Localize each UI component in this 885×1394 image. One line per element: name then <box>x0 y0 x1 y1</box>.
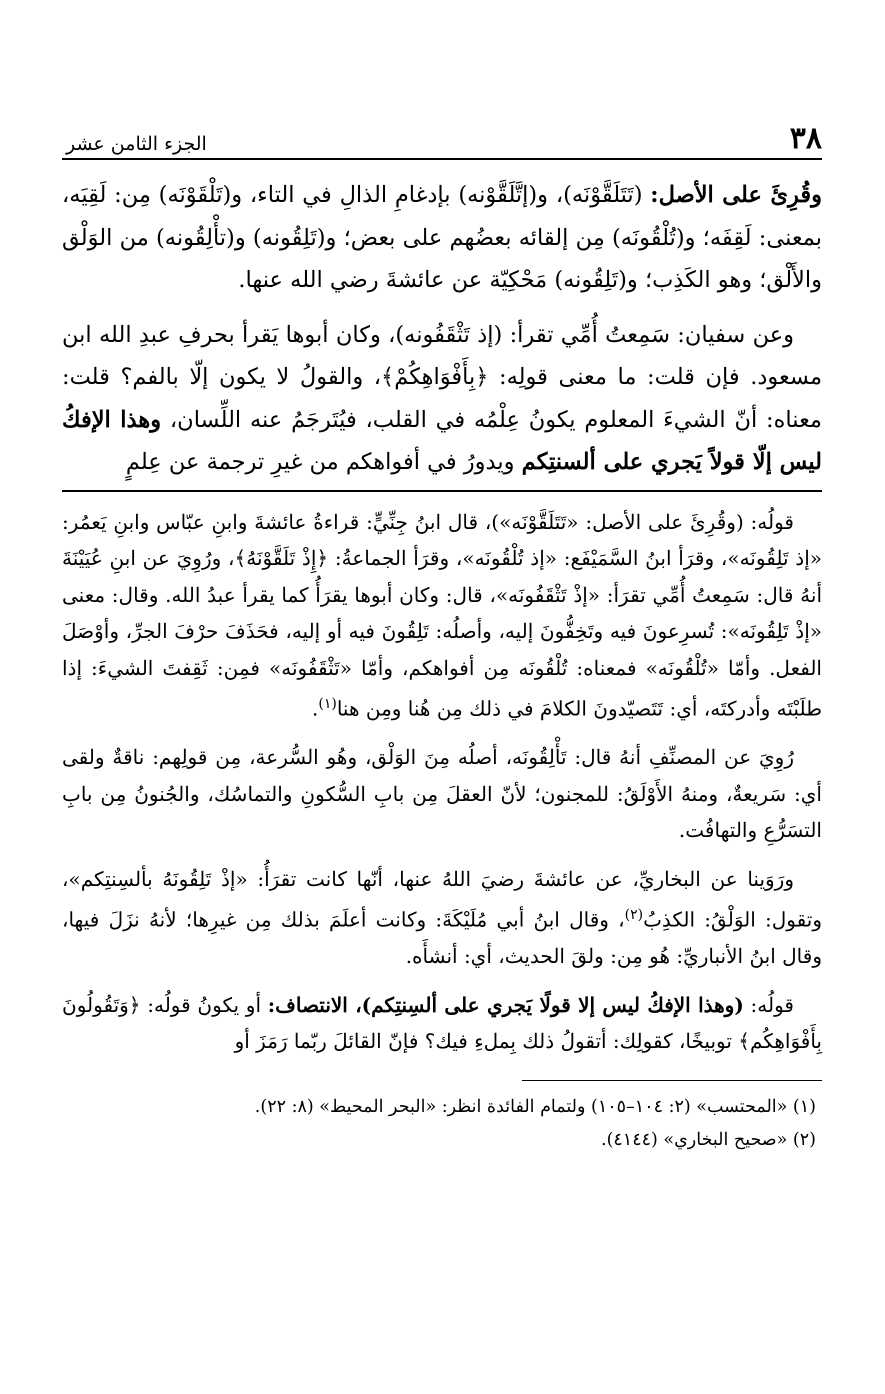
footnotes <box>62 1091 822 1157</box>
page-header <box>62 110 822 160</box>
page-number: ٣٨ <box>789 121 822 156</box>
commentary-divider <box>62 490 822 492</box>
paragraph-text: قولُه: (وقُرِئَ على الأصل: «تَتَلَقَّوْنَه»)، قال ابنُ جِنِّيٍّ: قراءةُ عائشةَ وابنِ عبّاس وابنِ يَعمُر: «إذ تَلِقُونَه»، وقرَأ ابنُ السَّمَيْفَع: «إذ تُلْقُونَه»، وقرَأ الجماعةُ: ﴿إِذْ تَلَقَّوْنَهُ﴾، ورُوِيَ عن ابنِ عُيَيْنَةَ أنهُ قال: سَمِعتُ أُمِّي تقرَأ: «إذْ تَثْقَفُونَه»، قال: وكان أبوها يقرَأُ كما يقرأ عبدُ الله. وقال: معنى «إذْ تَلِقُونَه»: تُسرِعونَ فيه وتَخِفُّونَ إليه، وأصلُه: تَلِقُونَ فيه أو إليه، فحَذَفَ حرْفَ الجرِّ، وأوْصَلَ الفعل. وأمّا «تُلْقُونَه» فمعناه: تُلْقُونَه مِن أفواهكم، وأمّا «تَثْقَفُونَه» فمِن: ثَقِفتَ الشيءَ: إذا طلَبْتَه وأدركتَه، أي: تَتَصيّدونَ الكلامَ في ذلك مِن هُنا ومِن هنا <box>62 509 822 721</box>
footnote-ref[interactable]: (٢) <box>624 907 644 924</box>
bold-phrase: (وهذا الإفكُ ليس إلا قولًا يَجري على ألسِنتِكم)، الانتصاف: <box>267 992 744 1017</box>
punctuation: . <box>311 696 319 721</box>
commentary-paragraph <box>62 739 822 849</box>
commentary-paragraph <box>62 987 822 1060</box>
running-title: الجزء الثامن عشر <box>66 133 207 155</box>
main-paragraph <box>62 174 822 302</box>
footnote: (١) «المحتسب» (٢: ١٠٤–١٠٥) ولتمام الفائدة انظر: «البحر المحيط» (٨: ٢٢). <box>254 1096 816 1117</box>
commentary-paragraph <box>62 861 822 975</box>
main-text <box>62 174 822 484</box>
paragraph-text: ورَوَينا عن البخاريِّ، عن عائشةَ رضيَ اللهُ عنها، أنّها كانت تقرَأُ: «إذْ تَلِقُونَهُ بألسِنتِكم»، وتقول: الوَلْقُ: الكذِبُ <box>62 866 822 932</box>
paragraph-text: ويدورُ في أفواهكم من غيرِ ترجمة عن عِلمٍ <box>125 449 522 475</box>
commentary-section <box>62 504 822 1060</box>
paragraph-text: قولُه: <box>743 992 794 1017</box>
paragraph-text: وعن سفيان: سَمِعتُ أُمِّي تقرأ: (إذ تَثْقَفُونه)، وكان أبوها يَقرأ بحرفِ عبدِ الله ابن مسعود. فإن قلت: ما معنى قولِه: ﴿بِأَفْوَاهِكُمْ﴾، والقولُ لا يكون إلّا بالفم؟ قلت: معناه: أنّ الشيءَ المعلوم يكونُ عِلْمُه في القلب، فيُتَرجَمُ عنه اللِّسان، <box>62 321 822 433</box>
book-page <box>62 110 822 1157</box>
commentary-paragraph <box>62 504 822 728</box>
paragraph-text: ، وقال ابنُ أبي مُلَيْكَةَ: وكانت أعلَمَ بذلك مِن غيرِها؛ لأنهُ نزَلَ فيها، وقال ابنُ الأنباريِّ: هُو مِن: ولقَ الحديث، أي: أنشأَه. <box>62 907 822 969</box>
paragraph-text: أو يكونُ قولُه: ﴿وَتَقُولُونَ بِأَفْوَاهِكُم﴾ توبيخًا، كقولِك: أتقولُ ذلك بِملءِ فيك؟ فإنّ القائلَ ربّما رَمَزَ أو <box>62 992 822 1054</box>
paragraph-text: رُوِيَ عن المصنِّفِ أنهُ قال: تَأْلِقُونَه، أصلُه مِنَ الوَلْق، وهُو السُّرعة، مِن قولِهم: ناقةٌ ولقى أي: سَريعةٌ، ومنهُ الأَوْلَقُ: للمجنون؛ لأنّ العقلَ مِن بابِ السُّكونِ والتماسُك، والجُنونُ مِن بابِ التسَرُّعِ والتهافُت. <box>62 745 822 843</box>
footnote-ref[interactable]: (١) <box>318 696 337 712</box>
main-paragraph <box>62 314 822 484</box>
bold-lead: وقُرِئَ على الأصل: <box>650 182 822 208</box>
footnote-rule <box>522 1080 822 1081</box>
bold-phrase: وهذا الإفكُ ليس إلّا قولاً يَجري على ألسنتِكم <box>62 406 822 475</box>
paragraph-text: (تَتَلَقَّوْنَه)، و(إتَّلَقَّوْنه) بإدغامِ الذالِ في التاء، و(تَلْقَوْنَه) مِن: لَقِيَه، بمعنى: لَقِفَه؛ و(تُلْقُونَه) مِن إلقائه بعضُهم على بعض؛ و(تَلِقُونه) و(تأْلِقُونه) من الوَلْق والأَلْق؛ وهو الكَذِب؛ و(تَلِقُونه) مَحْكِيّة عن عائشةَ رضي الله عنها. <box>62 182 822 293</box>
footnote: (٢) «صحيح البخاري» (٤١٤٤). <box>601 1129 816 1150</box>
